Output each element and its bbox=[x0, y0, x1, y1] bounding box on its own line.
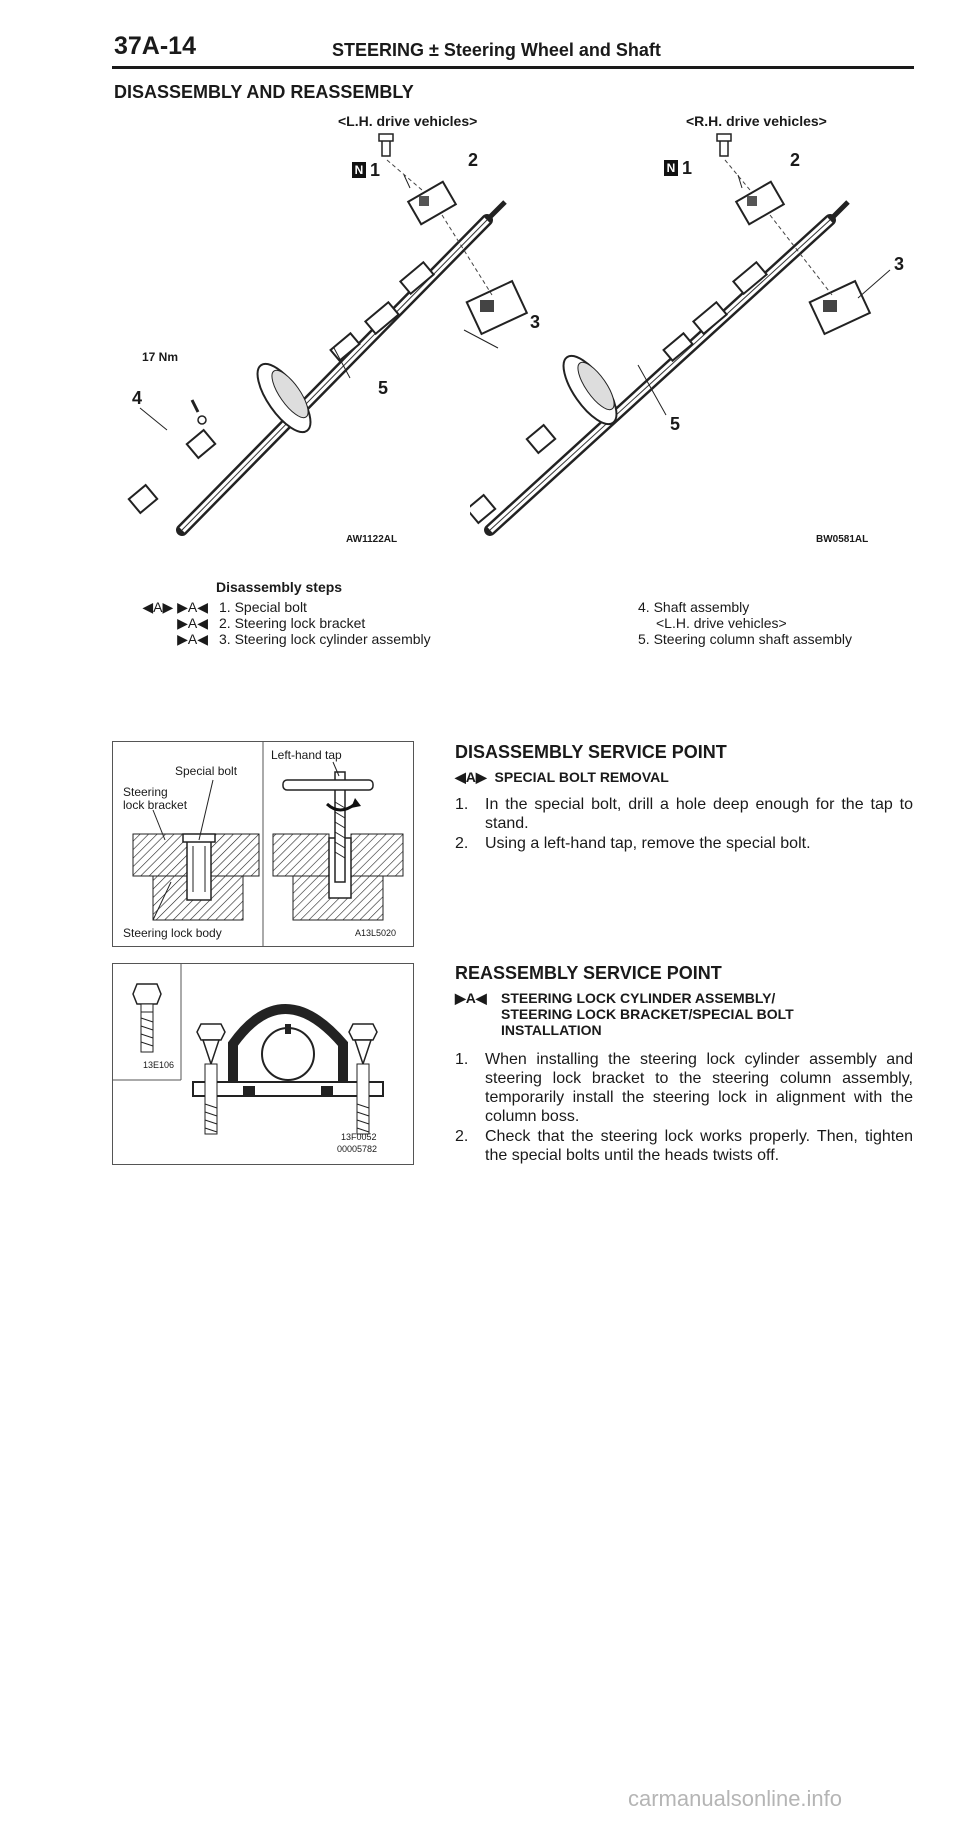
subtitle-line: STEERING LOCK BRACKET/SPECIAL BOLT bbox=[501, 1006, 794, 1022]
section-title: DISASSEMBLY AND REASSEMBLY bbox=[114, 82, 414, 102]
list-item: 4. Shaft assembly bbox=[638, 599, 750, 615]
torque-spec: 17 Nm bbox=[142, 350, 179, 364]
label-special-bolt: Special bolt bbox=[175, 764, 238, 778]
step-marker: ◀A▶ ▶A◀ bbox=[142, 599, 208, 615]
rh-steering-figure bbox=[470, 130, 915, 550]
rh-drive-label: <R.H. drive vehicles> bbox=[686, 113, 827, 129]
figure-code: 13F0052 bbox=[341, 1132, 377, 1142]
watermark: carmanualsonline.info bbox=[628, 1786, 843, 1811]
lock-installation-subtitle bbox=[455, 990, 794, 1038]
bolt-removal-diagram bbox=[113, 742, 413, 946]
marker: ◀A▶ bbox=[455, 769, 487, 785]
special-bolt-removal-figure bbox=[112, 741, 414, 947]
label-steering-lock-body: Steering lock body bbox=[123, 926, 222, 940]
list-item: 2. Check that the steering lock works properly. Then, tighten the special bolts until the heads twists off. bbox=[455, 1128, 913, 1164]
rh-steering-diagram bbox=[470, 130, 915, 550]
figure-code: 00005782 bbox=[337, 1144, 378, 1154]
special-bolt-removal-subtitle bbox=[455, 769, 669, 786]
rh-figure-code: BW0581AL bbox=[816, 534, 869, 545]
lock-installation-figure bbox=[112, 963, 414, 1165]
steps-right-column bbox=[638, 599, 918, 647]
figure-code-small: 13E106 bbox=[143, 1060, 175, 1070]
subtitle-line: INSTALLATION bbox=[501, 1022, 602, 1038]
disassembly-steps-title: Disassembly steps bbox=[216, 579, 343, 595]
label-left-hand-tap: Left-hand tap bbox=[271, 748, 342, 762]
page-number: 37A-14 bbox=[114, 32, 196, 60]
callout-2: 2 bbox=[468, 150, 479, 170]
step-markers bbox=[108, 599, 208, 647]
list-item: <L.H. drive vehicles> bbox=[656, 615, 787, 631]
list-item: 1. When installing the steering lock cylinder assembly and steering lock bracket to the steering column assembly, temporarily install the steering lock in alignment with the column boss. bbox=[455, 1051, 913, 1125]
list-item: 1. In the special bolt, drill a hole deep enough for the tap to stand. bbox=[455, 796, 913, 832]
lh-drive-label: <L.H. drive vehicles> bbox=[338, 113, 478, 129]
subtitle-text: SPECIAL BOLT REMOVAL bbox=[494, 769, 669, 785]
step-marker: ▶A◀ bbox=[177, 615, 208, 631]
callout-5: 5 bbox=[378, 378, 389, 398]
step-marker: ▶A◀ bbox=[177, 631, 208, 647]
list-item: 3. Steering lock cylinder assembly bbox=[219, 631, 431, 647]
lh-figure-code: AW1122AL bbox=[346, 534, 398, 545]
callout-3: 3 bbox=[894, 254, 905, 274]
header-rule bbox=[112, 66, 914, 69]
disassembly-steps-list bbox=[455, 795, 913, 854]
callout-4: 4 bbox=[132, 388, 143, 408]
callout-3: 3 bbox=[530, 312, 541, 332]
label-steering-lock-bracket: Steering lock bracket bbox=[123, 785, 188, 812]
figure-code: A13L5020 bbox=[355, 928, 397, 938]
new-part-icon: N bbox=[352, 162, 366, 178]
callout-5: 5 bbox=[670, 414, 681, 434]
subtitle-line: STEERING LOCK CYLINDER ASSEMBLY/ bbox=[501, 990, 776, 1006]
list-item: 2. Using a left-hand tap, remove the special bolt. bbox=[455, 835, 811, 852]
reassembly-steps-list bbox=[455, 1050, 913, 1166]
disassembly-service-point-title: DISASSEMBLY SERVICE POINT bbox=[455, 742, 727, 762]
list-item: 2. Steering lock bracket bbox=[219, 615, 366, 631]
marker: ▶A◀ bbox=[455, 990, 487, 1006]
steps-left-column bbox=[219, 599, 579, 647]
list-item: 5. Steering column shaft assembly bbox=[638, 631, 852, 647]
callout-2: 2 bbox=[790, 150, 801, 170]
page-title: STEERING ± Steering Wheel and Shaft bbox=[332, 40, 661, 60]
callout-1: 1 bbox=[370, 160, 381, 180]
list-item: 1. Special bolt bbox=[219, 599, 307, 615]
reassembly-service-point-title: REASSEMBLY SERVICE POINT bbox=[455, 963, 722, 983]
callout-1: 1 bbox=[682, 158, 693, 178]
new-part-icon: N bbox=[664, 160, 678, 176]
